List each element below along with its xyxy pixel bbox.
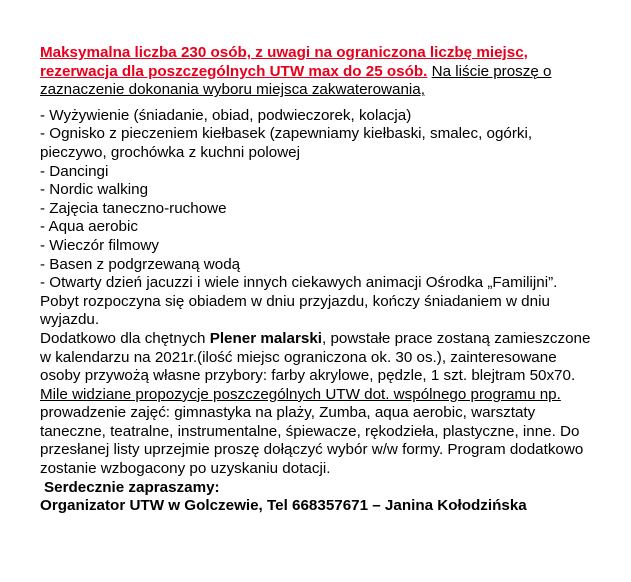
list-item: - Otwarty dzień jacuzzi i wiele innych ciekawych animacji Ośrodka „Familijni”. <box>40 274 558 292</box>
organizer-line: Organizator UTW w Golczewie, Tel 668357671 – Janina Kołodzińska <box>40 497 527 515</box>
list-item: - Ognisko z pieczeniem kiełbasek (zapewniamy kiełbaski, smalec, ogórki, pieczywo, grochówka z kuchni polowej <box>40 125 533 161</box>
accommodation-request: Na liście proszę o zaznaczenie dokonania wyboru miejsca zakwaterowania, <box>40 62 552 99</box>
capacity-notice <box>40 44 591 100</box>
list-item: - Zajęcia taneczno-ruchowe <box>40 199 227 217</box>
list-item: - Wyżywienie (śniadanie, obiad, podwieczorek, kolacja) <box>40 106 412 124</box>
plener-paragraph: Dodatkowo dla chętnych Plener malarski, powstałe prace zostaną zamieszczone w kalendarzu na 2021r.(ilość miejsc ograniczona ok. 30 os.), zainteresowane osoby przywożą własne przybory: farby akrylowe, pędzle, 1 szt. blejtram 50x70. <box>40 329 591 385</box>
plener-title: Plener malarski <box>209 329 322 347</box>
list-item: - Aqua aerobic <box>40 218 138 236</box>
list-item: - Nordic walking <box>40 181 149 199</box>
list-item: - Wieczór filmowy <box>40 236 159 254</box>
welcome-line: Serdecznie zapraszamy: <box>44 478 220 496</box>
activities-list <box>40 107 591 293</box>
proposals-paragraph: Mile widziane propozycje poszczególnych UTW dot. wspólnego programu np. prowadzenie zajęć: gimnastyka na plaży, Zumba, aqua aerobic, warsztaty taneczne, teatralne, instrumentalne, śpiewacze, rękodzieła, plastyczne, inne. Do przesłanej listy uprzejmie proszę dołączyć wybór w/w formy. Program dodatkowo zostanie wzbogacony po uzyskaniu dotacji. <box>40 385 584 478</box>
list-item: - Dancingi <box>40 162 109 180</box>
proposals-heading: Mile widziane propozycje poszczególnych UTW dot. wspólnego programu np. <box>40 385 561 403</box>
capacity-warning: Maksymalna liczba 230 osób, z uwagi na ograniczona liczbę miejsc, rezerwacja dla poszczególnych UTW max do 25 osób. <box>40 44 528 80</box>
footer <box>40 479 591 516</box>
list-item: - Basen z podgrzewaną wodą <box>40 255 241 273</box>
stay-info: Pobyt rozpoczyna się obiadem w dniu przyjazdu, kończy śniadaniem w dniu wyjazdu. <box>40 292 550 329</box>
